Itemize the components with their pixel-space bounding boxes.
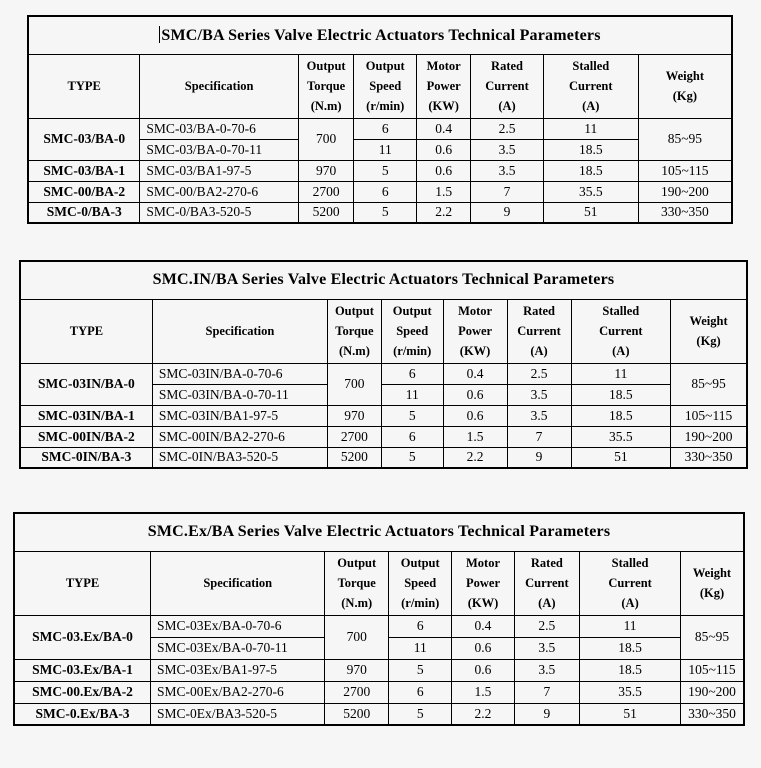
torque-cell: 2700 bbox=[328, 426, 382, 447]
col-header-motor-power: Motor Power (KW) bbox=[452, 551, 514, 615]
col-header-motor-power: Motor Power (KW) bbox=[443, 299, 507, 363]
stalled-current-cell: 51 bbox=[571, 447, 671, 468]
header-row bbox=[28, 54, 732, 118]
header-row bbox=[20, 299, 747, 363]
col-header-type: TYPE bbox=[28, 54, 140, 118]
type-cell: SMC-0/BA-3 bbox=[28, 202, 140, 223]
spec-cell: SMC-03IN/BA-0-70-11 bbox=[152, 384, 327, 405]
torque-cell: 5200 bbox=[328, 447, 382, 468]
rated-current-cell: 2.5 bbox=[471, 118, 544, 139]
spec-cell: SMC-03IN/BA1-97-5 bbox=[152, 405, 327, 426]
stalled-current-cell: 35.5 bbox=[580, 681, 681, 703]
table-row bbox=[20, 405, 747, 426]
weight-cell: 330~350 bbox=[671, 447, 747, 468]
type-cell: SMC-0IN/BA-3 bbox=[20, 447, 152, 468]
rated-current-cell: 9 bbox=[514, 703, 580, 725]
table-row bbox=[20, 363, 747, 384]
stalled-current-cell: 11 bbox=[571, 363, 671, 384]
type-cell: SMC-0.Ex/BA-3 bbox=[14, 703, 151, 725]
stalled-current-cell: 51 bbox=[543, 202, 638, 223]
stalled-current-cell: 35.5 bbox=[543, 181, 638, 202]
spec-cell: SMC-03Ex/BA1-97-5 bbox=[151, 659, 325, 681]
torque-cell: 970 bbox=[325, 659, 389, 681]
torque-cell: 5200 bbox=[298, 202, 354, 223]
col-header-weight: Weight (Kg) bbox=[638, 54, 732, 118]
rated-current-cell: 9 bbox=[471, 202, 544, 223]
rated-current-cell: 9 bbox=[507, 447, 571, 468]
smc-ba-table bbox=[27, 15, 733, 224]
table-title bbox=[28, 16, 732, 54]
power-cell: 0.4 bbox=[452, 615, 514, 637]
col-header-specification: Specification bbox=[151, 551, 325, 615]
col-header-output-speed: Output Speed (r/min) bbox=[381, 299, 443, 363]
type-cell: SMC-00/BA-2 bbox=[28, 181, 140, 202]
speed-cell: 5 bbox=[381, 447, 443, 468]
table-row bbox=[20, 426, 747, 447]
speed-cell: 6 bbox=[381, 426, 443, 447]
speed-cell: 6 bbox=[381, 363, 443, 384]
speed-cell: 6 bbox=[388, 615, 452, 637]
col-header-type: TYPE bbox=[14, 551, 151, 615]
col-header-output-torque: Output Torque (N.m) bbox=[328, 299, 382, 363]
type-cell: SMC-03/BA-0 bbox=[28, 118, 140, 160]
col-header-rated-current: Rated Current (A) bbox=[507, 299, 571, 363]
col-header-weight: Weight (Kg) bbox=[671, 299, 747, 363]
table-row bbox=[14, 681, 744, 703]
header-row bbox=[14, 551, 744, 615]
spec-cell: SMC-0Ex/BA3-520-5 bbox=[151, 703, 325, 725]
type-cell: SMC-03.Ex/BA-0 bbox=[14, 615, 151, 659]
speed-cell: 5 bbox=[354, 160, 417, 181]
col-header-output-torque: Output Torque (N.m) bbox=[298, 54, 354, 118]
col-header-specification: Specification bbox=[140, 54, 298, 118]
type-cell: SMC-00IN/BA-2 bbox=[20, 426, 152, 447]
torque-cell: 5200 bbox=[325, 703, 389, 725]
stalled-current-cell: 18.5 bbox=[580, 659, 681, 681]
weight-cell: 105~115 bbox=[680, 659, 744, 681]
speed-cell: 5 bbox=[381, 405, 443, 426]
stalled-current-cell: 35.5 bbox=[571, 426, 671, 447]
col-header-stalled-current: Stalled Current (A) bbox=[543, 54, 638, 118]
col-header-specification: Specification bbox=[152, 299, 327, 363]
table-title-text: SMC/BA Series Valve Electric Actuators Technical Parameters bbox=[161, 26, 601, 44]
speed-cell: 11 bbox=[388, 637, 452, 659]
col-header-rated-current: Rated Current (A) bbox=[471, 54, 544, 118]
col-header-weight: Weight (Kg) bbox=[680, 551, 744, 615]
speed-cell: 5 bbox=[388, 659, 452, 681]
table-row bbox=[28, 181, 732, 202]
col-header-stalled-current: Stalled Current (A) bbox=[571, 299, 671, 363]
spec-cell: SMC-03/BA1-97-5 bbox=[140, 160, 298, 181]
power-cell: 0.6 bbox=[417, 139, 471, 160]
spec-cell: SMC-03/BA-0-70-11 bbox=[140, 139, 298, 160]
col-header-motor-power: Motor Power (KW) bbox=[417, 54, 471, 118]
spec-cell: SMC-00IN/BA2-270-6 bbox=[152, 426, 327, 447]
spec-cell: SMC-00/BA2-270-6 bbox=[140, 181, 298, 202]
power-cell: 0.6 bbox=[443, 384, 507, 405]
col-header-output-speed: Output Speed (r/min) bbox=[354, 54, 417, 118]
torque-cell: 970 bbox=[328, 405, 382, 426]
power-cell: 0.6 bbox=[443, 405, 507, 426]
spec-cell: SMC-00Ex/BA2-270-6 bbox=[151, 681, 325, 703]
power-cell: 2.2 bbox=[443, 447, 507, 468]
smc-in-ba-table bbox=[19, 260, 748, 469]
stalled-current-cell: 18.5 bbox=[580, 637, 681, 659]
table-row bbox=[28, 160, 732, 181]
torque-cell: 2700 bbox=[298, 181, 354, 202]
table-title-text: SMC.IN/BA Series Valve Electric Actuators Technical Parameters bbox=[152, 271, 615, 289]
stalled-current-cell: 51 bbox=[580, 703, 681, 725]
table-title-text: SMC.Ex/BA Series Valve Electric Actuators Technical Parameters bbox=[147, 523, 611, 541]
spec-cell: SMC-03IN/BA-0-70-6 bbox=[152, 363, 327, 384]
weight-cell: 85~95 bbox=[671, 363, 747, 405]
weight-cell: 330~350 bbox=[680, 703, 744, 725]
power-cell: 0.6 bbox=[417, 160, 471, 181]
weight-cell: 330~350 bbox=[638, 202, 732, 223]
weight-cell: 190~200 bbox=[638, 181, 732, 202]
torque-cell: 970 bbox=[298, 160, 354, 181]
table-row bbox=[28, 118, 732, 139]
rated-current-cell: 7 bbox=[507, 426, 571, 447]
type-cell: SMC-03IN/BA-1 bbox=[20, 405, 152, 426]
power-cell: 1.5 bbox=[417, 181, 471, 202]
smc-ex-ba-table bbox=[13, 512, 745, 726]
rated-current-cell: 3.5 bbox=[507, 384, 571, 405]
power-cell: 2.2 bbox=[417, 202, 471, 223]
col-header-stalled-current: Stalled Current (A) bbox=[580, 551, 681, 615]
table-row bbox=[14, 703, 744, 725]
rated-current-cell: 7 bbox=[471, 181, 544, 202]
table-row bbox=[28, 202, 732, 223]
rated-current-cell: 2.5 bbox=[507, 363, 571, 384]
weight-cell: 190~200 bbox=[671, 426, 747, 447]
type-cell: SMC-03/BA-1 bbox=[28, 160, 140, 181]
table-row bbox=[20, 447, 747, 468]
type-cell: SMC-00.Ex/BA-2 bbox=[14, 681, 151, 703]
spec-cell: SMC-0IN/BA3-520-5 bbox=[152, 447, 327, 468]
rated-current-cell: 3.5 bbox=[471, 160, 544, 181]
table-title bbox=[14, 513, 744, 551]
stalled-current-cell: 18.5 bbox=[543, 160, 638, 181]
power-cell: 0.6 bbox=[452, 637, 514, 659]
rated-current-cell: 3.5 bbox=[514, 637, 580, 659]
type-cell: SMC-03.Ex/BA-1 bbox=[14, 659, 151, 681]
speed-cell: 11 bbox=[381, 384, 443, 405]
torque-cell: 2700 bbox=[325, 681, 389, 703]
power-cell: 2.2 bbox=[452, 703, 514, 725]
power-cell: 1.5 bbox=[443, 426, 507, 447]
power-cell: 0.4 bbox=[443, 363, 507, 384]
speed-cell: 6 bbox=[354, 181, 417, 202]
speed-cell: 11 bbox=[354, 139, 417, 160]
stalled-current-cell: 18.5 bbox=[543, 139, 638, 160]
stalled-current-cell: 18.5 bbox=[571, 405, 671, 426]
rated-current-cell: 3.5 bbox=[507, 405, 571, 426]
speed-cell: 6 bbox=[388, 681, 452, 703]
rated-current-cell: 7 bbox=[514, 681, 580, 703]
speed-cell: 5 bbox=[388, 703, 452, 725]
weight-cell: 105~115 bbox=[671, 405, 747, 426]
spec-cell: SMC-03Ex/BA-0-70-11 bbox=[151, 637, 325, 659]
weight-cell: 85~95 bbox=[680, 615, 744, 659]
spec-cell: SMC-03Ex/BA-0-70-6 bbox=[151, 615, 325, 637]
torque-cell: 700 bbox=[325, 615, 389, 659]
weight-cell: 85~95 bbox=[638, 118, 732, 160]
rated-current-cell: 3.5 bbox=[514, 659, 580, 681]
spec-cell: SMC-03/BA-0-70-6 bbox=[140, 118, 298, 139]
col-header-output-torque: Output Torque (N.m) bbox=[325, 551, 389, 615]
table-row bbox=[14, 615, 744, 637]
spec-cell: SMC-0/BA3-520-5 bbox=[140, 202, 298, 223]
type-cell: SMC-03IN/BA-0 bbox=[20, 363, 152, 405]
table-row bbox=[14, 659, 744, 681]
speed-cell: 6 bbox=[354, 118, 417, 139]
weight-cell: 190~200 bbox=[680, 681, 744, 703]
col-header-type: TYPE bbox=[20, 299, 152, 363]
power-cell: 0.4 bbox=[417, 118, 471, 139]
power-cell: 0.6 bbox=[452, 659, 514, 681]
power-cell: 1.5 bbox=[452, 681, 514, 703]
torque-cell: 700 bbox=[328, 363, 382, 405]
torque-cell: 700 bbox=[298, 118, 354, 160]
stalled-current-cell: 18.5 bbox=[571, 384, 671, 405]
speed-cell: 5 bbox=[354, 202, 417, 223]
table-title bbox=[20, 261, 747, 299]
col-header-output-speed: Output Speed (r/min) bbox=[388, 551, 452, 615]
stalled-current-cell: 11 bbox=[543, 118, 638, 139]
rated-current-cell: 3.5 bbox=[471, 139, 544, 160]
col-header-rated-current: Rated Current (A) bbox=[514, 551, 580, 615]
weight-cell: 105~115 bbox=[638, 160, 732, 181]
rated-current-cell: 2.5 bbox=[514, 615, 580, 637]
stalled-current-cell: 11 bbox=[580, 615, 681, 637]
